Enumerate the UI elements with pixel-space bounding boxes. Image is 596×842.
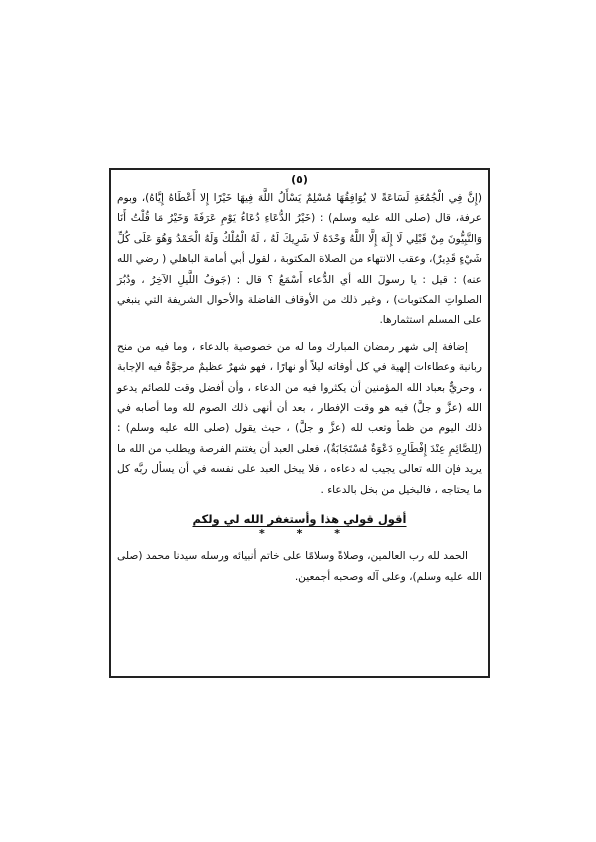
page-number: (٥) [291, 173, 308, 186]
star-3: * [259, 527, 265, 541]
page-frame [109, 168, 490, 678]
star-separator [117, 528, 482, 540]
body-paragraph-2: إضافة إلى شهر رمضان المبارك وما له من خصوصية بالدعاء ، وما فيه من منح ربانية وعطاءات إلهية في كل أوقاته ليلاً أو نهارًا ، فهو شهرٌ عظيمٌ مرجوَّةٌ فيه الإجابة ، وحريٌّ بعباد الله المؤمنين أن يكثروا فيه من الدعاء ، وأن أفضل وقت للصائم يدعو الله (عزَّ و جلَّ) فيه هو وقت الإفطار ، بعد أن أنهى ذلك الصوم لله وما أصابه في ذلك اليوم من ظمأ وتعب لله (عزَّ و جلَّ) ، حيث يقول (صلى الله عليه وسلم) : (لِلصَّائِمِ عِنْدَ إِفْطَارِهِ دَعْوَةٌ مُسْتَجَابَةٌ)، فعلى العبد أن يغتنم الفرصة ويطلب من الله ما يريد فإن الله تعالى يجيب له دعاءه ، فلا يبخل العبد على نفسه في أن يسأل ربَّه كل ما يحتاجه ، فالبخيل من بخل بالدعاء . [117, 340, 482, 496]
body-paragraph-1: (إِنَّ فِي الْجُمُعَةِ لَسَاعَةً لا يُوَافِقُهَا مُسْلِمٌ يَسْأَلُ اللَّهَ فِيهَا خَيْرًا إِلا أَعْطَاهُ إِيَّاهُ)، وبوم عرفة، قال (صلى الله عليه وسلم) : (خَيْرُ الدُّعَاءِ دُعَاءُ يَوْمِ عَرَفَةَ وَخَيْرُ مَا قُلْتُ أَنَا وَالنَّبِيُّونَ مِنْ قَبْلِي لَا إِلَهَ إِلَّا اللَّهُ وَحْدَهُ لَا شَرِيكَ لَهُ ، لَهُ الْمُلْكُ وَلَهُ الْحَمْدُ وَهُوَ عَلَى كُلِّ شَيْءٍ قَدِيرٌ)، وعقب الانتهاء من الصلاة المكتوبة ، لقول أبي أمامة الباهلي ( رضي الله عنه) : قيل : يا رسولَ الله أي الدُّعاء أَسْمَعُ ؟ قال : (جَوفُ اللَّيلِ الآخِرُ ، ودُبُرَ الصلواتِ المكتوبات) ، وغير ذلك من الأوقاف الفاضلة والأحوال الشريفة التي ينبغي على المسلم استثمارها. [117, 192, 482, 327]
star-2: * [296, 527, 303, 541]
closing-final-text: الحمد لله رب العالمين، وصلاةً وسلامًا على خاتم أنبيائه ورسله سيدنا محمد (صلى الله عليه وسلم)، وعلى آله وصحبه أجمعين. [117, 550, 482, 583]
star-1: * [334, 527, 340, 541]
closing-heading: أقول قولي هذا وأستغفر الله لي ولكم [192, 512, 407, 527]
